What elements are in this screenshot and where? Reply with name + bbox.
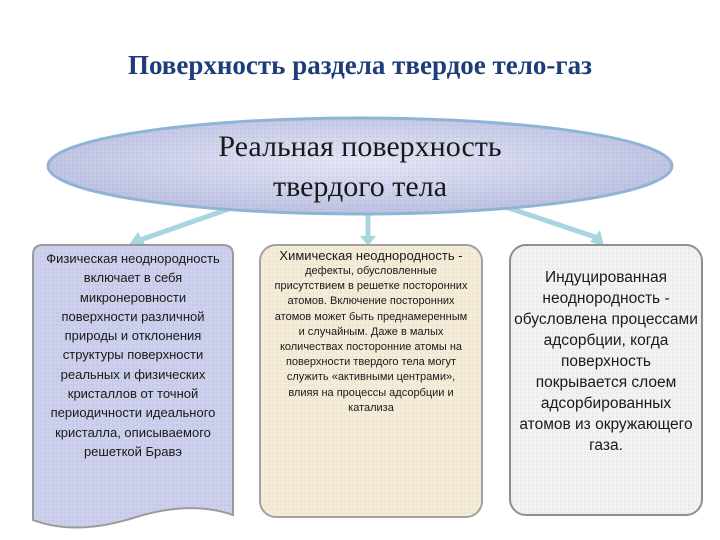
box-physical-heading: Физическая неоднородность — [46, 251, 220, 266]
box-chemical — [260, 245, 482, 520]
box-induced-heading: Индуцированная неоднородность — [542, 269, 668, 307]
arrow-middle — [360, 212, 376, 246]
box-chemical-body: дефекты, обусловленные присутствием в решетке посторонних атомов. Включение посторонних атомов может быть преднамеренным и случайным. Даже в малых количествах посторонние атомы на поверхности твердого тела могут служить «активными центрами», влияя на процессы адсорбции и катализа — [274, 265, 468, 414]
ellipse-label-line2: твердого тела — [272, 170, 448, 203]
ellipse-label — [150, 127, 570, 207]
ellipse-label-line1: Реальная поверхность — [218, 130, 502, 163]
arrow-right — [500, 205, 604, 246]
slide-title: Поверхность раздела твердое тело-газ — [127, 50, 593, 80]
box-induced-body: - обусловлена процессами адсорбции, когда поверхность покрывается слоем адсорбированных атомов из окружающего газа. — [514, 290, 698, 454]
arrow-left — [128, 205, 240, 246]
box-chemical-heading: Химическая неоднородность - — [279, 248, 463, 263]
box-induced — [510, 245, 702, 520]
box-physical — [33, 245, 233, 520]
box-physical-body: включает в себя микронеровности поверхности различной природы и отклонения структуры поверхности реальных и физических кристаллов от точной периодичности идеального кристалла, описываемого решеткой Бравэ — [50, 270, 216, 459]
